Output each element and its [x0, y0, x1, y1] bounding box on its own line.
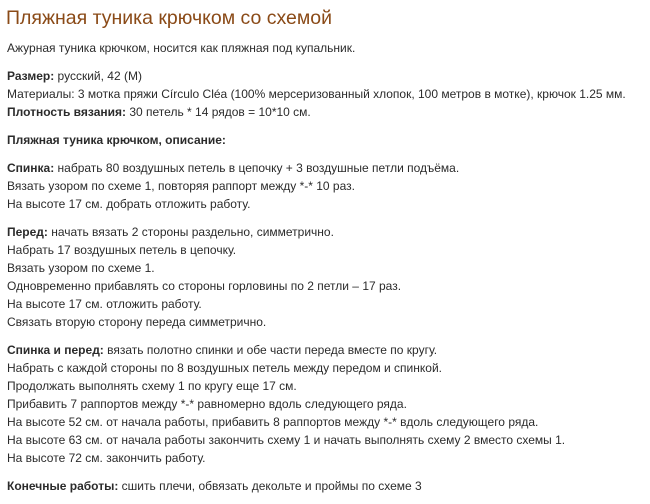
back-front-label: Спинка и перед: [7, 343, 104, 357]
back-front-line: Прибавить 7 раппортов между *-* равномерно вдоль следующего ряда. [7, 397, 407, 411]
back-front-line: Набрать с каждой стороны по 8 воздушных петель между передом и спинкой. [7, 361, 442, 375]
size-value: русский, 42 (M) [54, 69, 142, 83]
size-line [7, 69, 142, 83]
front-line: Набрать 17 воздушных петель в цепочку. [7, 243, 237, 257]
front-first-line: Перед: начать вязать 2 стороны раздельно, симметрично. [7, 225, 334, 239]
intro-text: Ажурная туника крючком, носится как пляжная под купальник. [7, 41, 356, 55]
page-title: Пляжная туника крючком со схемой [6, 7, 333, 29]
size-label: Размер: [7, 69, 55, 83]
back-front-line: На высоте 63 см. от начала работы закончить схему 1 и начать выполнять схему 2 вместо схемы 1. [7, 433, 566, 447]
density-label: Плотность вязания: [7, 105, 127, 119]
front-line: Вязать узором по схеме 1. [7, 261, 155, 275]
materials-line: Материалы: 3 мотка пряжи Círculo Cléa (100% мерсеризованный хлопок, 100 метров в мотке), крючок 1.25 мм. [7, 87, 626, 101]
density-line [7, 105, 311, 119]
back-front-line: На высоте 52 см. от начала работы, прибавить 8 раппортов между *-* вдоль следующего ряда. [7, 415, 539, 429]
front-label: Перед: [7, 225, 48, 239]
back-first-line: Спинка: набрать 80 воздушных петель в цепочку + 3 воздушные петли подъёма. [7, 161, 460, 175]
front-line: Связать вторую сторону переда симметрично. [7, 315, 267, 329]
front-line: На высоте 17 см. отложить работу. [7, 297, 202, 311]
back-front-first-line: Спинка и перед: вязать полотно спинки и обе части переда вместе по кругу. [7, 343, 438, 357]
back-label: Спинка: [7, 161, 55, 175]
back-line: На высоте 17 см. добрать отложить работу. [7, 197, 251, 211]
density-value: 30 петель * 14 рядов = 10*10 см. [126, 105, 311, 119]
finishing-line: Конечные работы: сшить плечи, обвязать декольте и проймы по схеме 3 [7, 479, 422, 493]
back-line: Вязать узором по схеме 1, повторяя раппорт между *-* 10 раз. [7, 179, 355, 193]
back-front-line: Продолжать выполнять схему 1 по кругу еще 17 см. [7, 379, 297, 393]
front-line: Одновременно прибавлять со стороны горловины по 2 петли – 17 раз. [7, 279, 402, 293]
finishing-label: Конечные работы: [7, 479, 119, 493]
back-front-line: На высоте 72 см. закончить работу. [7, 451, 206, 465]
description-heading: Пляжная туника крючком, описание: [7, 133, 226, 147]
